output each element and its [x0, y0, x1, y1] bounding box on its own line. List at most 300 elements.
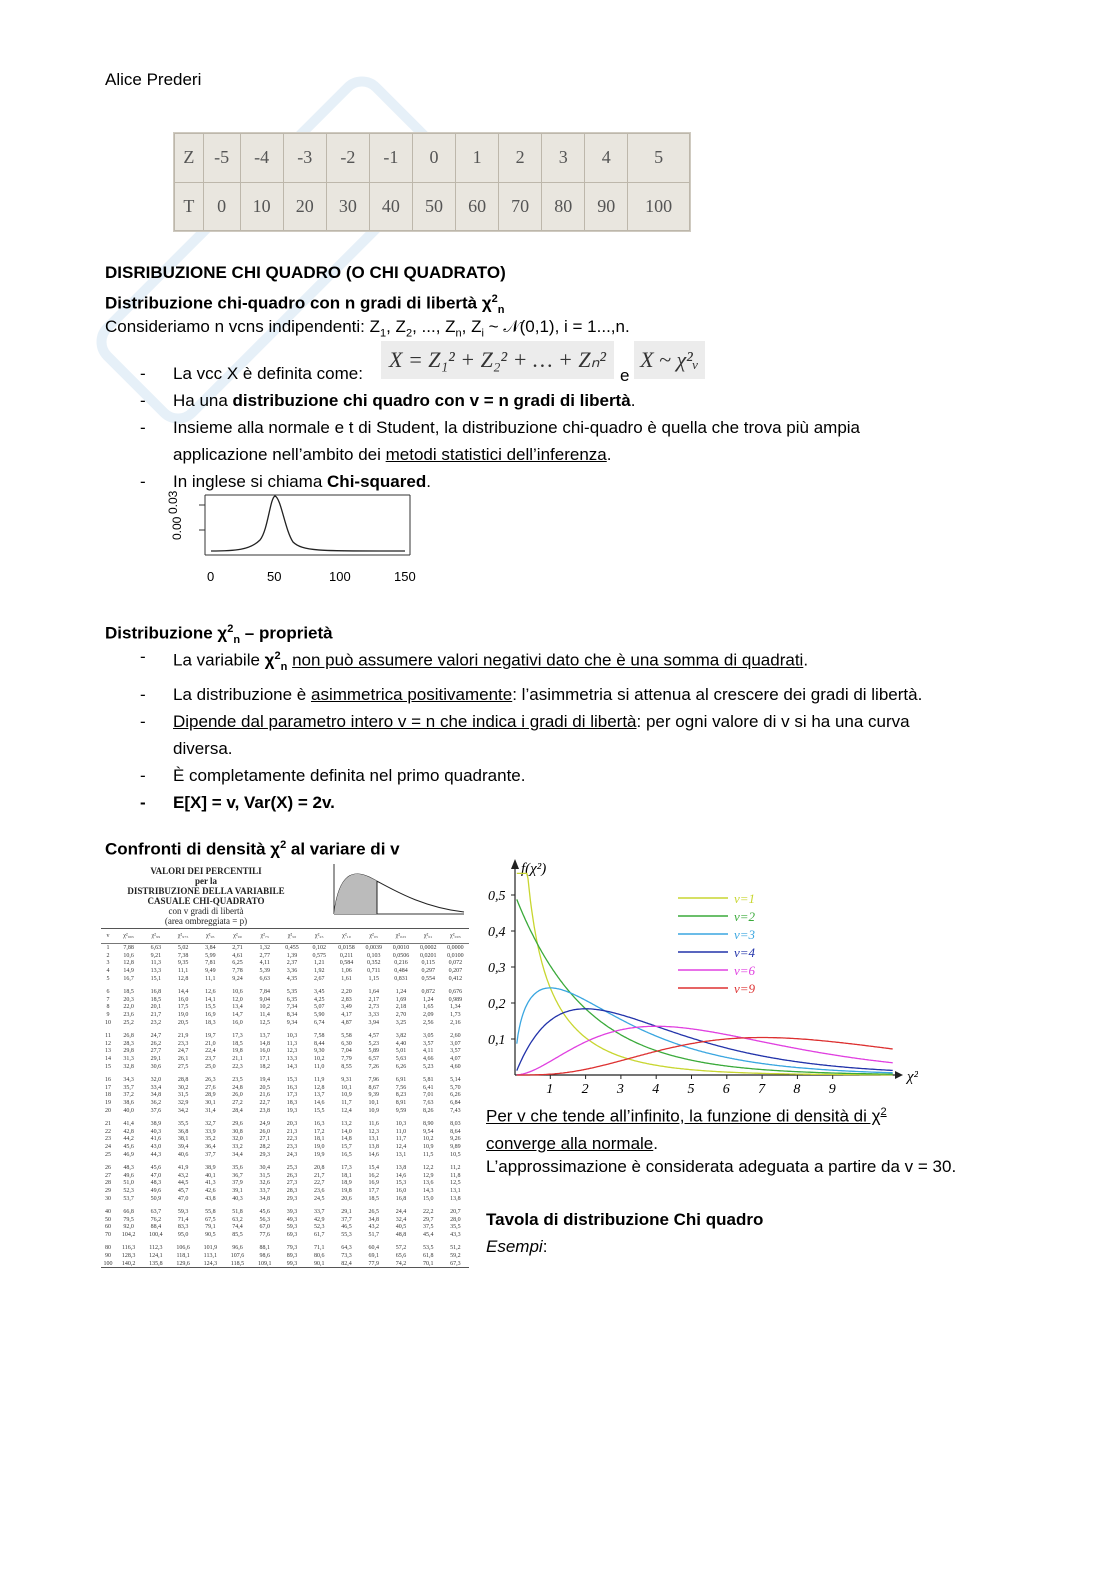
table-cell: 5,99: [205, 952, 216, 959]
table-cell: 7,01: [422, 1092, 434, 1099]
table-cell: 140,2: [121, 1260, 136, 1267]
properties-list: [140, 643, 1040, 816]
column-header: χ²₉₉: [151, 933, 161, 939]
table-cell: 21,9: [177, 1032, 189, 1039]
table-cell: 25: [105, 1152, 111, 1159]
table-cell: 3,33: [368, 1012, 379, 1019]
table-cell: 48,8: [395, 1232, 407, 1239]
table-cell: 40,3: [232, 1196, 243, 1202]
table-cell: 2,37: [286, 960, 298, 967]
table-cell: 13,3: [150, 968, 162, 975]
column-header: χ²₂₅: [314, 933, 324, 939]
table-cell: 19,8: [341, 1188, 352, 1195]
table-cell: 101,9: [203, 1244, 218, 1251]
table-cell: 30,1: [205, 1100, 216, 1107]
table-cell: 112,3: [149, 1244, 163, 1251]
table-cell: 52,3: [123, 1188, 134, 1195]
table-cell: 1,06: [341, 968, 352, 975]
table-cell: 1,24: [422, 996, 434, 1003]
table-cell: 77,9: [368, 1260, 379, 1267]
table-cell: 4,07: [450, 1056, 461, 1063]
table-cell: 1,64: [368, 988, 379, 995]
table-cell: 44,2: [123, 1136, 134, 1143]
table-cell: 7: [106, 996, 110, 1003]
table-cell: 8,91: [395, 1100, 407, 1107]
list-item: - La vcc X è definita come:: [140, 364, 363, 383]
y-tick-label: 0.00: [170, 516, 184, 540]
table-cell: 53,7: [123, 1196, 134, 1202]
x-tick-label: 7: [758, 1082, 766, 1095]
table-cell: 66,8: [123, 1208, 134, 1215]
table-cell: 20,3: [286, 1120, 298, 1127]
table-cell: 27,6: [205, 1084, 216, 1091]
z-t-conversion-table: [173, 132, 691, 232]
table-cell: 15,3: [286, 1076, 298, 1083]
table-cell: 96,6: [232, 1244, 243, 1251]
table-cell: 79,5: [123, 1216, 134, 1223]
table-cell: 15: [105, 1064, 111, 1071]
table-cell: 16,2: [368, 1172, 379, 1179]
table-cell: 16,0: [232, 1020, 243, 1027]
table-cell: 40,1: [205, 1172, 216, 1179]
table-cell: 4,25: [314, 996, 325, 1003]
table-cell: 23,7: [205, 1056, 216, 1063]
table-cell: 6,25: [232, 960, 243, 967]
table-cell: 80,6: [314, 1252, 325, 1259]
table-cell: 3,49: [341, 1004, 352, 1011]
table-cell: 0,352: [366, 960, 381, 967]
table-cell: 18: [105, 1092, 111, 1099]
z-value-cell: -3: [283, 134, 326, 183]
table-cell: 17,3: [341, 1164, 352, 1171]
y-tick-label: 0,2: [488, 997, 506, 1012]
table-cell: 11,3: [286, 1040, 298, 1047]
table-cell: 10,2: [422, 1136, 434, 1143]
table-cell: 113,1: [203, 1252, 217, 1259]
table-cell: 100: [103, 1260, 113, 1267]
table-cell: 5,14: [450, 1076, 461, 1083]
table-row: [101, 1099, 469, 1107]
table-cell: 18,3: [286, 1100, 298, 1107]
table-cell: 3,57: [450, 1048, 461, 1055]
table-cell: 60,4: [368, 1244, 379, 1251]
table-cell: 9,34: [286, 1020, 298, 1027]
column-header: χ²₉₀: [233, 933, 242, 939]
table-cell: 0,989: [448, 996, 463, 1003]
table-cell: 10,9: [341, 1092, 352, 1099]
table-cell: 0,0100: [447, 952, 464, 959]
table-cell: 13,8: [395, 1164, 407, 1171]
table-cell: 31,5: [177, 1092, 189, 1099]
table-cell: 16,7: [123, 976, 134, 983]
table-cell: 9,04: [259, 996, 271, 1003]
table-row: [101, 1019, 469, 1027]
formula-sum-of-squares: X = Z₁² + Z₂² + … + Zₙ²: [381, 341, 614, 379]
table-row: [101, 988, 469, 996]
table-cell: 26,3: [205, 1076, 216, 1083]
table-cell: 6: [106, 988, 110, 995]
table-cell: 20: [105, 1108, 111, 1115]
table-cell: 5,70: [450, 1084, 461, 1091]
table-cell: 99,3: [286, 1260, 298, 1267]
table-cell: 16,8: [150, 988, 162, 995]
table-cell: 0,0506: [392, 952, 410, 959]
table-cell: 9,26: [450, 1136, 461, 1143]
table-cell: 67,5: [205, 1216, 216, 1223]
table-cell: 3,36: [286, 968, 298, 975]
table-row: [101, 1208, 469, 1216]
list-item: - Ha una distribuzione chi quadro con v = n gradi di libertà.: [140, 391, 636, 410]
table-cell: 1,21: [314, 960, 325, 967]
table-cell: 31,3: [123, 1056, 134, 1063]
table-cell: 70,1: [422, 1260, 434, 1267]
table-cell: 30,6: [150, 1064, 162, 1071]
table-cell: 0,0000: [447, 944, 464, 951]
table-row: [101, 1151, 469, 1159]
list-item: - In inglese si chiama Chi-squared.: [140, 472, 431, 491]
table-cell: 0,575: [312, 952, 326, 959]
table-cell: 0,072: [448, 960, 463, 967]
chi-square-percentile-table: VALORI DEI PERCENTILI per la DISTRIBUZIONE DELLA VARIABILE CASUALE CHI-QUADRATO con v gradi di libertà (area ombreggiata = p) v χ²₉₉₅ χ²₉₉ χ²₉₇₅ χ²₉₅ χ²₉₀ χ²₇₅ χ²₅₀ χ²₂₅ χ²₁₀ χ²₀₅ χ²₀₂₅ χ²₀₁ χ²₀₀₅ 1 7,88 6,63 5,02 3,84 2,71 1,32 0,455 0,102 0,0158 0,0039 0,0010 0,0002 0,0000 2 10,6 9,21 7,38 5,99 4,61 2,77 1,39 0,575 0,211 0,103 0,0506 0,0201 0,0100 3 12,8 11,3 9,35 7,81 6,25 4,11 2,37 1,21 0,584 0,352 0,216 0,115 0,072 4 14,9 13,3 11,1 9,49 7,78 5,39 3,36 1,92 1,06 0,711 0,484 0,297 0,207 5 16,7 15,1 12,8 11,1 9,24 6,63 4,35 2,67 1,61 1,15 0,831 0,554 0,412 6 18,5 16,8 14,4 12,6 10,6 7,84 5,35 3,45 2,20 1,64 1,24 0,872 0,676 7 20,3 18,5 16,0 14,1 12,0 9,04 6,35 4,25 2,83 2,17 1,69 1,24 0,989 8 22,0 20,1 17,5 15,5 13,4 10,2 7,34 5,07 3,49 2,73 2,18 1,65 1,34 9 23,6 21,7 19,0 16,9 14,7 11,4 8,34 5,90 4,17 3,33 2,70 2,09 1,73 10 25,2 23,2 20,5 18,3 16,0 12,5 9,34 6,74 4,87 3,94 3,25 2,56 2,16 11 26,8 24,7 21,9 19,7 17,3 13,7 10,3 7,58 5,58 4,57 3,82 3,05 2,60 12 28,3 26,2 23,3 21,0 18,5 14,8 11,3 8,44 6,30 5,23 4,40 3,57 3,07 13 29,8 27,7 24,7 22,4 19,8 16,0 12,3 9,30 7,04 5,89 5,01 4,11 3,57 14 31,3 29,1 26,1 23,7 21,1 17,1 13,3 10,2 7,79 6,57 5,63 4,66 4,07 15 32,8 30,6 27,5 25,0 22,3 18,2 14,3 11,0 8,55 7,26 6,26 5,23 4,60 16 34,3 32,0 28,8 26,3 23,5 19,4 15,3 11,9 9,31 7,96 6,91 5,81 5,14 17 35,7 33,4 30,2 27,6 24,8 20,5 16,3 12,8 10,1 8,67 7,56 6,41 5,70 18 37,2 34,8 31,5 28,9 26,0 21,6 17,3 13,7 10,9 9,39 8,23 7,01 6,26 19 38,6 36,2 32,9 30,1 27,2 22,7 18,3 14,6 11,7 10,1 8,91 7,63 6,84 20 40,0 37,6 34,2 31,4 28,4 23,8 19,3 15,5 12,4 10,9 9,59 8,26 7,43 21 41,4 38,9 35,5 32,7 29,6 24,9 20,3 16,3 13,2 11,6 10,3 8,90 8,03 22 42,8 40,3 36,8 33,9 30,8 26,0 21,3 17,2 14,0 12,3 11,0 9,54 8,64 23 44,2 41,6 38,1 35,2 32,0 27,1 22,3 18,1 14,8 13,1 11,7 10,2 9,26 24 45,6 43,0 39,4 36,4 33,2 28,2 23,3 19,0 15,7 13,8 12,4 10,9 9,89 25 46,9 44,3 40,6 37,7 34,4 29,3 24,3 19,9 16,5 14,6 13,1 11,5 10,5 26 48,3 45,6 41,9 38,9 35,6 30,4 25,3 20,8 17,3 15,4 13,8 12,2 11,2 27 49,6 47,0 43,2 40,1 36,7 31,5 26,3 21,7 18,1 16,2 14,6 12,9 11,8 28 51,0 48,3 44,5 41,3 37,9 32,6 27,3 22,7 18,9 16,9 15,3 13,6 12,5 29 52,3 49,6 45,7 42,6 39,1 33,7 28,3 23,6 19,8 17,7 16,0 14,3 13,1 30 53,7 50,9 47,0 43,8 40,3 34,8 29,3 24,5 20,6 18,5 16,8 15,0 13,8 40 66,8 63,7 59,3 55,8 51,8 45,6 39,3 33,7 29,1 26,5 24,4 22,2 20,7 50 79,5 76,2 71,4 67,5 63,2 56,3 49,3 42,9 37,7 34,8 32,4 29,7 28,0 60 92,0 88,4 83,3 79,1 74,4 67,0 59,3 52,3 46,5 43,2 40,5 37,5 35,5 70 104,2 100,4 95,0 90,5 85,5 77,6 69,3 61,7 55,3 51,7 48,8 45,4 43,3 80 116,3 112,3 106,6 101,9 96,6 88,1 79,3 71,1 64,3 60,4 57,2 53,5 51,2 90 128,3 124,1 118,1 113,1 107,6 98,6 89,3 80,6 73,3 69,1 65,6 61,8 59,2 100 140,2 135,8 129,6 124,3 118,5 109,1 99,3 90,1 82,4 77,9 74,2 70,1 67,3: [101, 860, 469, 1346]
table-cell: 32,7: [205, 1120, 216, 1127]
table-cell: 9,39: [368, 1092, 379, 1099]
table-cell: 32,9: [177, 1100, 189, 1107]
table-cell: 7,34: [286, 1004, 298, 1011]
table-cell: 7,79: [341, 1056, 352, 1063]
column-header: χ²₀₅: [369, 933, 379, 939]
table-cell: 38,1: [177, 1136, 189, 1143]
table-cell: 32,4: [395, 1216, 407, 1223]
table-cell: 49,3: [286, 1216, 298, 1223]
table-cell: 7,63: [422, 1100, 434, 1107]
table-cell: 43,0: [150, 1144, 162, 1151]
table-cell: 21,7: [150, 1012, 162, 1019]
table-cell: 4,11: [259, 960, 270, 967]
table-cell: 3,94: [368, 1020, 379, 1027]
table-cell: 34,2: [177, 1108, 189, 1115]
table-cell: 13: [105, 1048, 111, 1055]
table-cell: 38,9: [150, 1120, 162, 1127]
table-cell: 15,3: [395, 1180, 407, 1187]
table-cell: 14,8: [341, 1136, 352, 1143]
table-cell: 11,0: [395, 1128, 407, 1135]
table-cell: 6,74: [314, 1020, 325, 1027]
table-cell: 23,6: [123, 1012, 134, 1019]
density-curve-v4: [517, 1009, 893, 1071]
table-cell: 0,211: [339, 952, 354, 959]
x-tick-label: 1: [546, 1082, 554, 1095]
table-cell: 13,4: [232, 1004, 243, 1011]
table-cell: 2,17: [368, 996, 379, 1003]
x-tick-label: 8: [793, 1082, 801, 1095]
table-cell: 7,26: [368, 1064, 379, 1071]
table-cell: 5,63: [395, 1056, 407, 1063]
table-cell: 22: [105, 1128, 111, 1135]
table-cell: 124,1: [149, 1252, 163, 1259]
table-cell: 4: [106, 968, 110, 975]
table-cell: 13,1: [368, 1136, 379, 1143]
table-cell: 5,01: [395, 1048, 407, 1055]
table-cell: 13,8: [450, 1196, 461, 1202]
table-cell: 4,57: [368, 1032, 379, 1039]
x-axis-label: χ²: [907, 1069, 918, 1085]
table-cell: 21,0: [205, 1040, 216, 1047]
table-cell: 10: [105, 1020, 111, 1027]
table-cell: 33,2: [232, 1144, 243, 1151]
table-cell: 23,3: [286, 1144, 298, 1151]
table-cell: 14: [105, 1056, 111, 1063]
y-tick-label: 0,1: [488, 1033, 506, 1048]
table-cell: 15,0: [422, 1196, 434, 1202]
table-cell: 14,3: [422, 1188, 434, 1195]
table-cell: 4,11: [423, 1048, 434, 1055]
table-row: [101, 960, 469, 968]
table-cell: 13,3: [286, 1056, 298, 1063]
table-cell: 0,102: [312, 944, 326, 951]
table-cell: 5,02: [177, 944, 189, 951]
table-cell: 12,5: [259, 1020, 271, 1027]
t-label: T: [175, 182, 204, 231]
x-tick-label: 100: [329, 569, 351, 584]
x-tick-label: 6: [722, 1082, 730, 1095]
table-cell: 1,32: [259, 944, 271, 951]
table-cell: 17,3: [232, 1032, 243, 1039]
table-cell: 37,7: [341, 1216, 352, 1223]
table-cell: 23,2: [150, 1020, 162, 1027]
table-row: [101, 1048, 469, 1056]
table-cell: 11,4: [259, 1012, 270, 1019]
table-row: [101, 1040, 469, 1048]
table-cell: 28,9: [205, 1092, 216, 1099]
table-cell: 73,3: [341, 1252, 352, 1259]
table-cell: 9,59: [395, 1108, 407, 1115]
table-cell: 33,7: [314, 1208, 325, 1215]
list-item: - Insieme alla normale e t di Student, la distribuzione chi-quadro è quella che trova più ampia applicazione nell’ambito dei metodi statistici dell’inferenza.: [140, 418, 861, 464]
table-cell: 44,5: [177, 1180, 189, 1187]
table-cell: 11,2: [450, 1164, 461, 1171]
table-cell: 31,5: [259, 1172, 271, 1179]
table-cell: 5,07: [314, 1004, 325, 1011]
table-cell: 29,8: [123, 1048, 134, 1055]
table-cell: 32,8: [123, 1064, 134, 1071]
table-cell: 7,96: [368, 1076, 379, 1083]
table-row: [101, 1092, 469, 1100]
table-cell: 5,90: [314, 1012, 325, 1019]
author-name: Alice Prederi: [105, 70, 202, 89]
subsection-properties-title: Distribuzione $\chi^2_n$ – proprietà: [105, 623, 333, 647]
table-cell: 27,7: [150, 1048, 162, 1055]
table-cell: 19,4: [259, 1076, 271, 1083]
table-cell: 18,5: [368, 1196, 379, 1202]
table-cell: 21,6: [259, 1092, 271, 1099]
table-cell: 16,0: [259, 1048, 271, 1055]
table-cell: 79,3: [286, 1244, 298, 1251]
table-cell: 7,04: [341, 1048, 352, 1055]
table-cell: 124,3: [203, 1260, 218, 1267]
table-cell: 28,3: [286, 1188, 298, 1195]
table-cell: 21,1: [232, 1056, 243, 1063]
z-value-cell: -2: [326, 134, 369, 183]
table-cell: 17,5: [177, 1004, 189, 1011]
table-row: [101, 1143, 469, 1151]
table-cell: 76,2: [150, 1216, 162, 1223]
table-cell: 0,872: [421, 988, 435, 995]
table-cell: 42,8: [123, 1128, 134, 1135]
table-cell: 37,2: [123, 1092, 134, 1099]
table-cell: 17,2: [314, 1128, 325, 1135]
table-cell: 0,484: [394, 968, 408, 975]
x-tick-label: 2: [581, 1082, 589, 1095]
z-value-cell: -4: [240, 134, 283, 183]
table-cell: 13,6: [422, 1180, 434, 1187]
intro-text: Consideriamo n vcns indipendenti: $Z_1$, $Z_2$, ..., $Z_n$, $Z_i$ ~ 𝒩(0,1), i = 1...,n.: [105, 317, 630, 340]
table-header-row: [101, 929, 469, 944]
table-cell: 8,64: [450, 1128, 461, 1135]
table-cell: 85,5: [232, 1232, 243, 1239]
table-cell: 30,4: [259, 1164, 271, 1171]
table-cell: 41,6: [150, 1136, 162, 1143]
table-cell: 9,35: [177, 960, 189, 967]
t-value-cell: 20: [283, 182, 326, 231]
table-cell: 21,3: [286, 1128, 298, 1135]
table-cell: 36,4: [205, 1144, 216, 1151]
table-cell: 33,7: [259, 1188, 271, 1195]
table-cell: 18,2: [259, 1064, 271, 1071]
table-cell: 0,831: [394, 976, 408, 983]
list-item: - La distribuzione è asimmetrica positivamente: l’asimmetria si attenua al crescere dei gradi di libertà.: [140, 685, 923, 705]
table-cell: 8,23: [395, 1092, 407, 1099]
table-cell: 59,3: [286, 1224, 298, 1231]
table-cell: 12,4: [395, 1144, 407, 1151]
table-cell: 13,8: [368, 1144, 379, 1151]
table-cell: 16,0: [177, 996, 189, 1003]
table-cell: 8,90: [422, 1120, 434, 1127]
table-cell: 34,3: [123, 1076, 134, 1083]
table-cell: 4,87: [341, 1020, 352, 1027]
table-cell: 14,1: [205, 996, 216, 1003]
table-cell: 2,09: [422, 1012, 434, 1019]
table-cell: 11,3: [150, 960, 161, 967]
table-cell: 26,8: [123, 1032, 134, 1039]
table-cell: 10,9: [368, 1108, 379, 1115]
table-cell: 41,3: [205, 1180, 216, 1187]
table-cell: 57,2: [395, 1244, 407, 1251]
table-cell: 11,0: [314, 1064, 325, 1071]
conjunction-e: e: [620, 366, 630, 385]
table-cell: 12,3: [368, 1128, 379, 1135]
table-cell: 27,3: [286, 1180, 298, 1187]
table-cell: 36,2: [150, 1100, 162, 1107]
y-tick-label: 0,3: [488, 961, 506, 976]
table-cell: 0,0039: [365, 944, 382, 951]
density-curve-v1: [517, 873, 893, 1074]
table-cell: 6,35: [286, 996, 298, 1003]
table-cell: 3,07: [450, 1040, 461, 1047]
percentile-grid: [101, 928, 469, 1268]
table-cell: 29,3: [286, 1196, 298, 1202]
table-cell: 1,24: [395, 988, 407, 995]
table-cell: 12,4: [341, 1108, 352, 1115]
table-cell: 71,4: [177, 1216, 189, 1223]
table-cell: 8: [106, 1004, 110, 1011]
table-cell: 7,56: [395, 1084, 407, 1091]
table-cell: 2,56: [422, 1020, 434, 1027]
table-cell: 4,35: [286, 976, 298, 983]
table-cell: 90,5: [205, 1232, 216, 1239]
table-cell: 18,5: [150, 996, 162, 1003]
table-cell: 13,2: [341, 1120, 352, 1127]
table-cell: 11,6: [368, 1120, 379, 1127]
table-cell: 2,67: [314, 976, 325, 983]
table-cell: 27,2: [232, 1100, 243, 1107]
table-row: [101, 1136, 469, 1144]
table-cell: 2,60: [450, 1032, 461, 1039]
table-cell: 11,1: [205, 976, 216, 983]
table-cell: 51,0: [123, 1180, 134, 1187]
table-cell: 12,2: [422, 1164, 434, 1171]
table-cell: 14,3: [286, 1064, 298, 1071]
table-cell: 18,3: [205, 1020, 216, 1027]
y-axis-arrow: [511, 859, 519, 869]
table-cell: 9,49: [205, 968, 216, 975]
table-cell: 24,5: [314, 1196, 325, 1202]
table-cell: 16,5: [341, 1152, 352, 1159]
table-cell: 15,1: [150, 976, 162, 983]
table-cell: 29,6: [232, 1120, 243, 1127]
table-cell: 17,1: [259, 1056, 271, 1063]
table-cell: 9,30: [314, 1048, 325, 1055]
table-cell: 100,4: [149, 1232, 163, 1239]
normal-convergence-note: Per v che tende all’infinito, la funzione di densità di $\chi^2$ converge alla normale.: [486, 1106, 887, 1153]
table-cell: 5: [106, 976, 110, 983]
z-value-cell: 2: [499, 134, 542, 183]
table-cell: 43,3: [450, 1232, 461, 1239]
table-cell: 65,6: [395, 1252, 407, 1259]
legend-label: v=4: [734, 945, 756, 960]
x-tick-label: 5: [687, 1082, 695, 1095]
list-item: - La variabile $\chi^2_n$ non può assumere valori negativi dato che è una somma di quadrati.: [140, 647, 809, 674]
table-cell: 33,4: [150, 1084, 162, 1091]
table-row: [101, 967, 469, 975]
table-cell: 17,3: [286, 1092, 298, 1099]
table-cell: 29,7: [422, 1216, 434, 1223]
table-row: [101, 1084, 469, 1092]
table-cell: 28,2: [259, 1144, 271, 1151]
table-cell: 2,83: [341, 996, 352, 1003]
table-cell: 43,8: [205, 1196, 216, 1202]
column-header: χ²₀₂₅: [395, 933, 407, 939]
column-header: χ²₀₁: [423, 933, 433, 939]
table-cell: 7,78: [232, 968, 243, 975]
table-cell: 14,8: [259, 1040, 271, 1047]
t-value-cell: 100: [628, 182, 690, 231]
table-cell: 10,2: [314, 1056, 325, 1063]
table-row: [101, 1231, 469, 1239]
table-cell: 128,3: [121, 1252, 136, 1259]
table-row: [101, 1164, 469, 1172]
table-cell: 8,34: [286, 1012, 298, 1019]
table-cell: 20,1: [150, 1004, 162, 1011]
table-row: [101, 1120, 469, 1128]
table-cell: 49,6: [123, 1172, 134, 1179]
table-cell: 0,216: [394, 960, 408, 967]
table-cell: 26,5: [368, 1208, 379, 1215]
table-cell: 24,3: [286, 1152, 298, 1159]
table-cell: 15,4: [368, 1164, 379, 1171]
table-cell: 10,9: [422, 1144, 434, 1151]
column-header: χ²₉₉₅: [123, 933, 134, 939]
table-cell: 13,7: [259, 1032, 271, 1039]
